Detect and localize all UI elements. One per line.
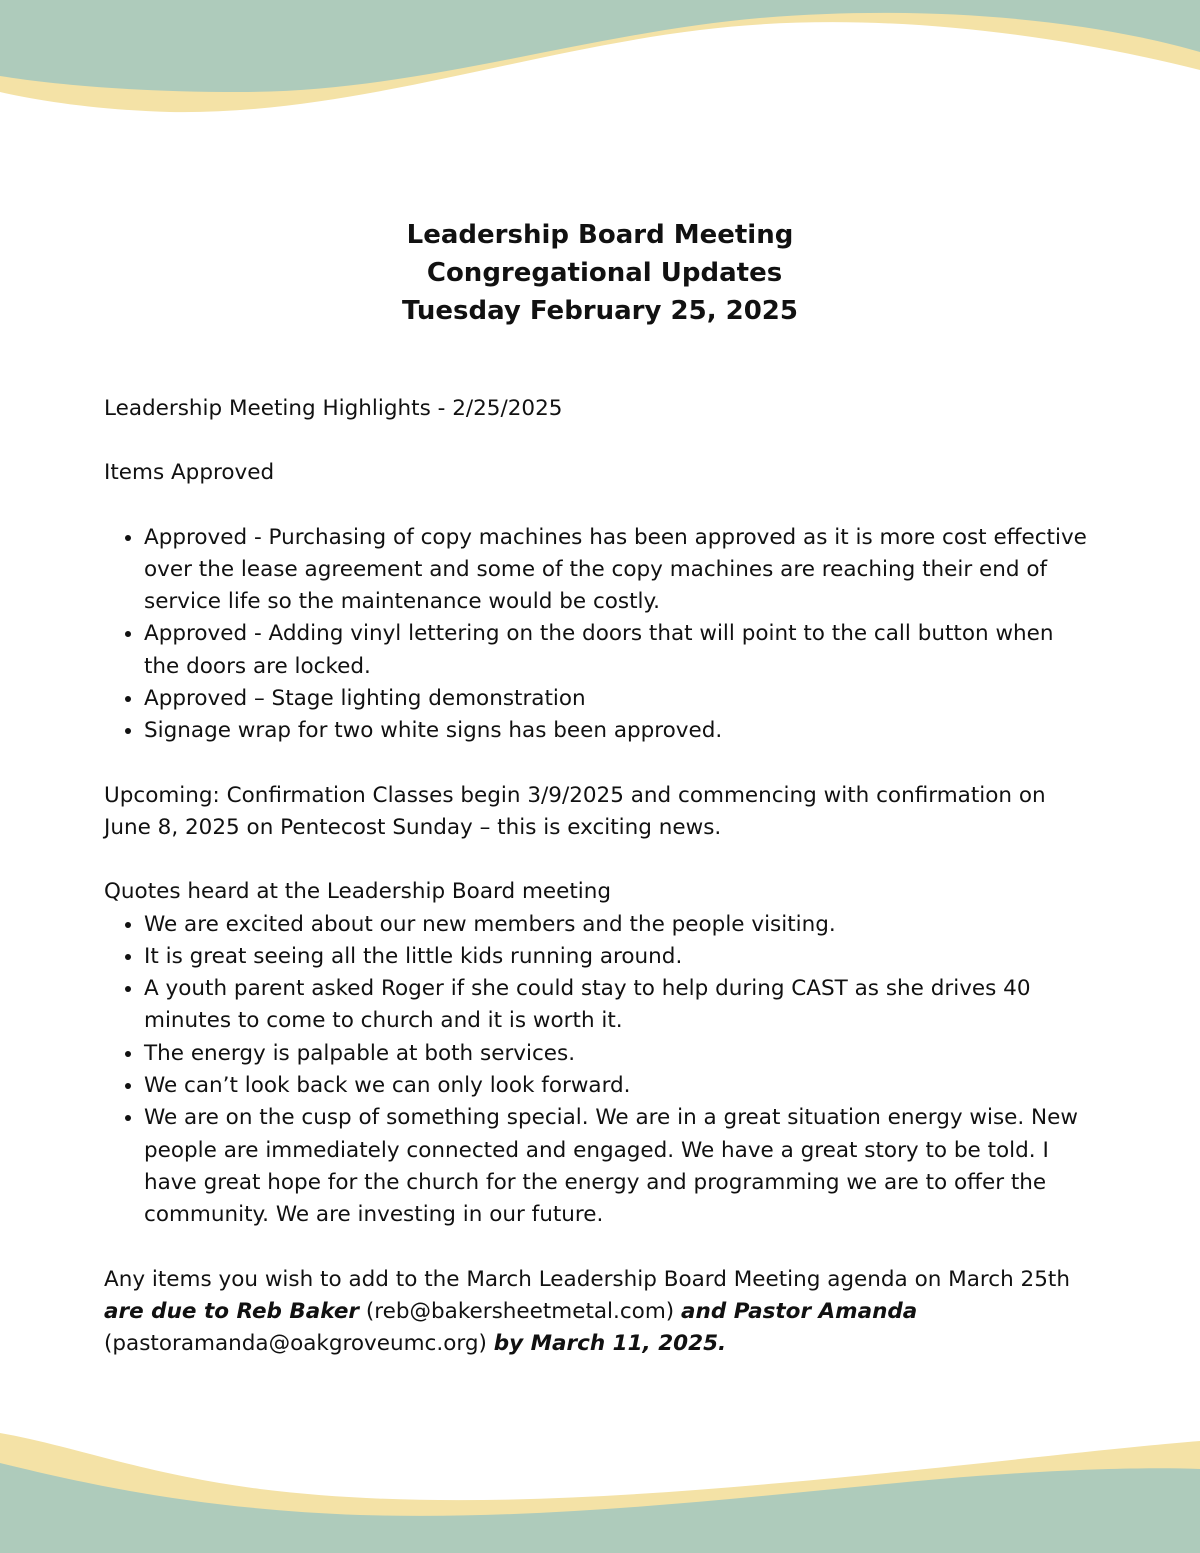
highlights-heading: Leadership Meeting Highlights - 2/25/2025 [104, 396, 563, 421]
approved-item: • Signage wrap for two white signs has been approved. [144, 715, 1094, 747]
upcoming-note: Upcoming: Confirmation Classes begin 3/9/2025 and commencing with confirmation on June 8, 2025 on Pentecost Sunday – this is exciting news. [104, 782, 1046, 840]
quotes-list [104, 909, 1094, 1232]
document-body [104, 393, 1094, 1360]
quote-item: • It is great seeing all the little kids running around. [144, 941, 1094, 973]
quote-item: • We are excited about our new members and the people visiting. [144, 909, 1094, 941]
quote-item: • A youth parent asked Roger if she could stay to help during CAST as she drives 40 minutes to come to church and it is worth it. [144, 973, 1094, 1038]
bottom-wave-decoration [0, 1423, 1200, 1553]
closing-pastor-amanda: and Pastor Amanda [681, 1298, 918, 1324]
approved-item: • Approved - Adding vinyl lettering on the doors that will point to the call button when the doors are locked. [144, 618, 1094, 683]
pastor-email: (pastoramanda@oakgroveumc.org) [104, 1331, 494, 1357]
closing-text-intro: Any items you wish to add to the March Leadership Board Meeting agenda on March 25th [104, 1266, 1070, 1292]
quote-item: • We can’t look back we can only look forward. [144, 1070, 1094, 1102]
approved-item: • Approved - Purchasing of copy machines has been approved as it is more cost effective over the lease agreement and some of the copy machines are reaching their end of service life so the maintenance would be costly. [144, 522, 1094, 619]
document-title [0, 216, 1200, 330]
quote-item: • The energy is palpable at both services. [144, 1038, 1094, 1070]
items-approved-heading: Items Approved [104, 460, 275, 486]
title-line-meeting: Leadership Board Meeting [406, 220, 794, 250]
top-wave-sage [0, 0, 1200, 92]
quotes-heading: Quotes heard at the Leadership Board meeting [104, 879, 612, 905]
title-line-updates: Congregational Updates [417, 258, 783, 288]
quote-item: • We are on the cusp of something special. We are in a great situation energy wise. New people are immediately connected and engaged. We have a great story to be told. I have great hope for the church for the energy and programming we are to offer the community. We are investing in our future. [144, 1102, 1094, 1231]
approved-items-list [104, 522, 1094, 748]
top-wave-decoration [0, 0, 1200, 130]
title-line-date: Tuesday February 25, 2025 [402, 296, 798, 326]
closing-deadline: by March 11, 2025. [493, 1331, 727, 1357]
approved-item: • Approved – Stage lighting demonstration [144, 683, 1094, 715]
closing-due-to-reb: are due to Reb Baker [104, 1298, 360, 1324]
closing-paragraph [104, 1264, 1094, 1361]
reb-email: (reb@bakersheetmetal.com) [359, 1298, 682, 1324]
